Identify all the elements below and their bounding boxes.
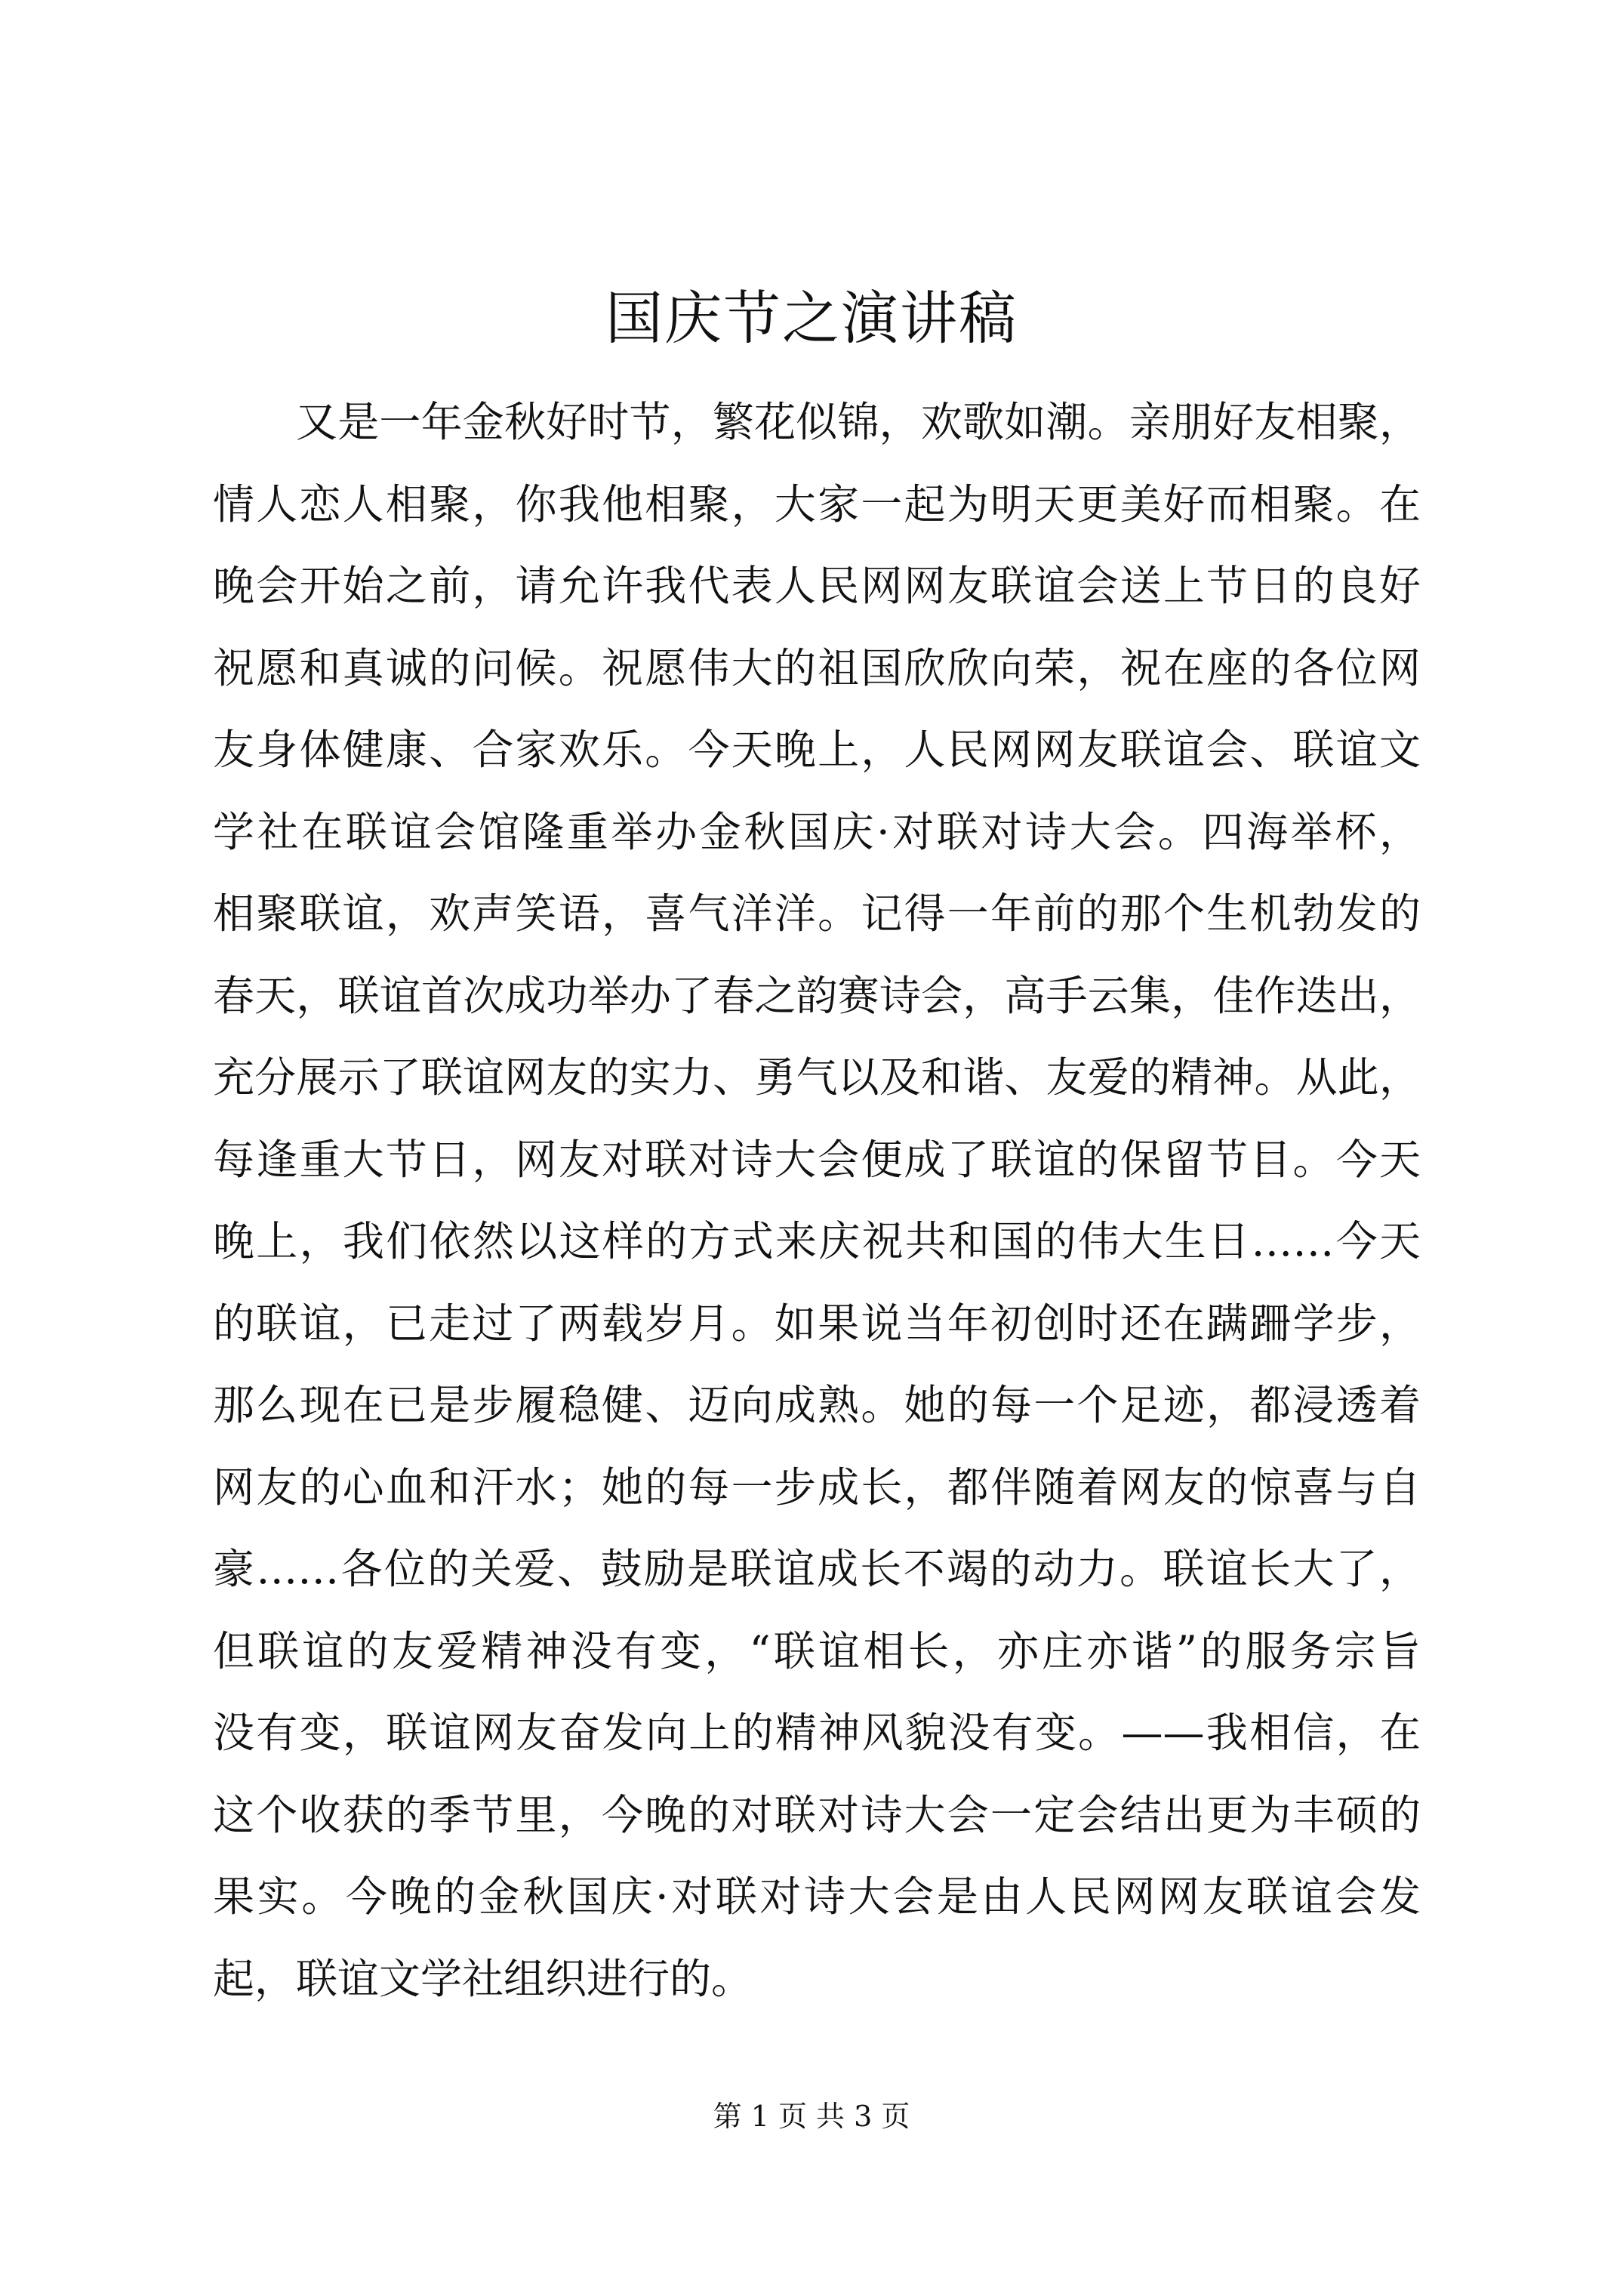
paragraph-line: 这个收获的季节里，今晚的对联对诗大会一定会结出更为丰硕的 <box>213 1790 1421 1839</box>
paragraph-line: 学社在联谊会馆隆重举办金秋国庆·对联对诗大会。四海举杯， <box>213 807 1421 856</box>
paragraph-line: 网友的心血和汗水；她的每一步成长，都伴随着网友的惊喜与自 <box>213 1462 1421 1512</box>
paragraph-line: 祝愿和真诚的问候。祝愿伟大的祖国欣欣向荣，祝在座的各位网 <box>213 643 1421 692</box>
page-number-footer: 第 1 页 共 3 页 <box>713 2100 910 2133</box>
paragraph-line: 晚会开始之前，请允许我代表人民网网友联谊会送上节日的良好 <box>213 562 1421 610</box>
document-title: 国庆节之演讲稿 <box>605 285 1018 352</box>
paragraph-line: 充分展示了联谊网友的实力、勇气以及和谐、友爱的精神。从此， <box>213 1053 1421 1102</box>
paragraph-line: 相聚联谊，欢声笑语，喜气洋洋。记得一年前的那个生机勃发的 <box>213 889 1421 938</box>
paragraph-line: 春天，联谊首次成功举办了春之韵赛诗会，高手云集，佳作迭出， <box>213 971 1421 1020</box>
paragraph-line: 晚上，我们依然以这样的方式来庆祝共和国的伟大生日……今天 <box>213 1217 1421 1265</box>
paragraph-line: 每逢重大节日，网友对联对诗大会便成了联谊的保留节目。今天 <box>213 1135 1421 1184</box>
paragraph-line: 但联谊的友爱精神没有变，“联谊相长，亦庄亦谐”的服务宗旨 <box>213 1626 1421 1675</box>
paragraph-line: 的联谊，已走过了两载岁月。如果说当年初创时还在蹒跚学步， <box>213 1299 1421 1348</box>
paragraph-line: 友身体健康、合家欢乐。今天晚上，人民网网友联谊会、联谊文 <box>213 726 1421 774</box>
paragraph-line: 那么现在已是步履稳健、迈向成熟。她的每一个足迹，都浸透着 <box>213 1381 1421 1429</box>
paragraph-line: 又是一年金秋好时节，繁花似锦，欢歌如潮。亲朋好友相聚， <box>296 398 1421 446</box>
paragraph-line: 起，联谊文学社组织进行的。 <box>213 1954 753 2003</box>
paragraph-line: 果实。今晚的金秋国庆·对联对诗大会是由人民网网友联谊会发 <box>213 1872 1421 1921</box>
paragraph-line: 情人恋人相聚，你我他相聚，大家一起为明天更美好而相聚。在 <box>213 479 1421 529</box>
body-paragraph <box>213 381 1421 2020</box>
paragraph-line: 没有变，联谊网友奋发向上的精神风貌没有变。——我相信，在 <box>213 1709 1421 1757</box>
paragraph-line: 豪……各位的关爱、鼓励是联谊成长不竭的动力。联谊长大了， <box>213 1545 1421 1593</box>
